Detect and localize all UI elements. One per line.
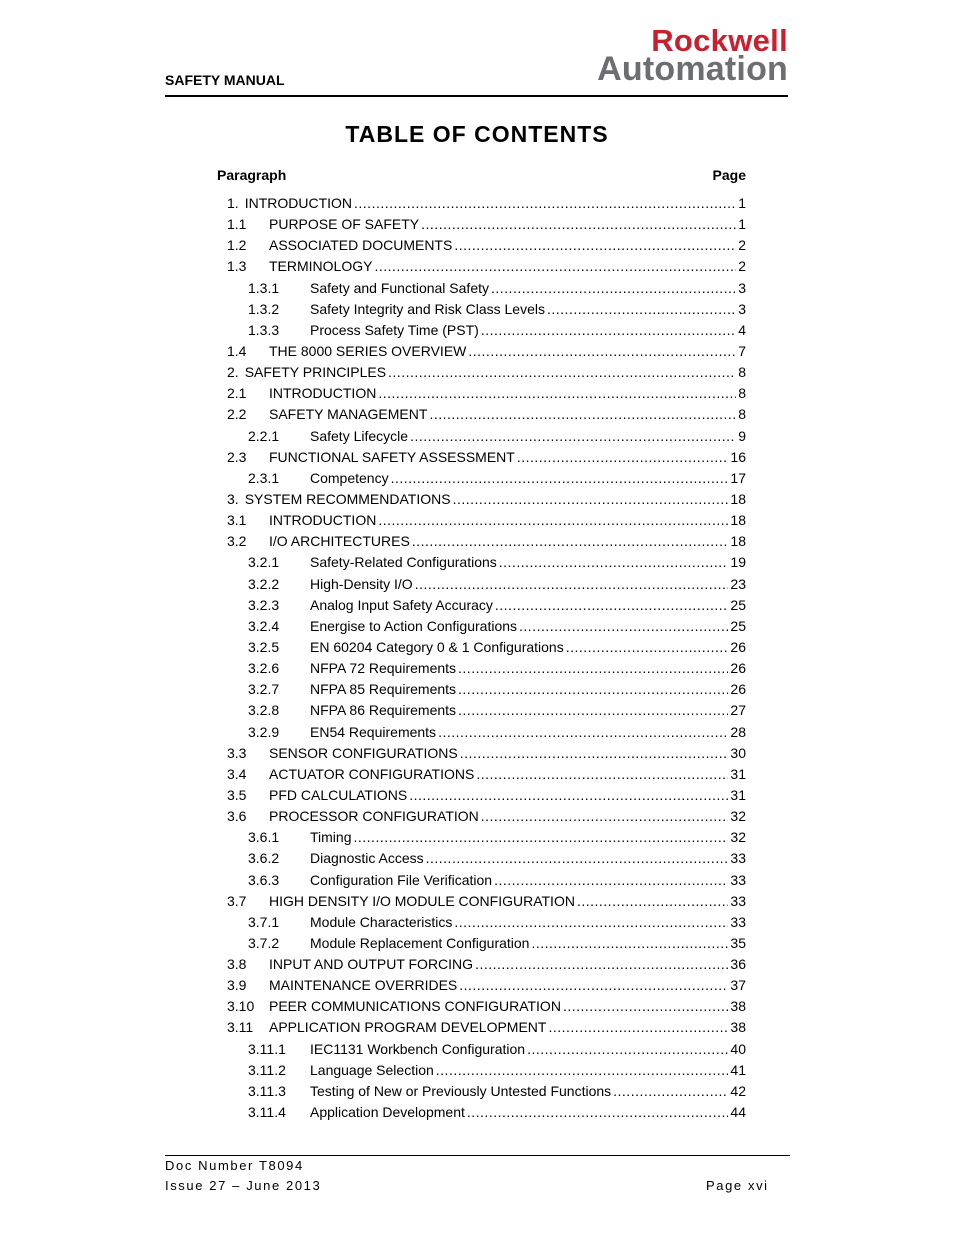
toc-entry-title: NFPA 85 Requirements [310,681,457,698]
toc-entry[interactable] [227,893,746,914]
toc-entry-page: 26 [730,638,746,655]
toc-entry-number: 3.2.3 [248,596,280,613]
toc-entry-number: 3.5 [227,786,247,803]
toc-dot-leader [378,385,736,401]
toc-entry[interactable] [227,745,746,766]
toc-dot-leader [468,343,736,359]
toc-entry-title: APPLICATION PROGRAM DEVELOPMENT [269,1019,547,1036]
toc-entry[interactable] [227,935,746,956]
toc-dot-leader [519,618,728,634]
toc-entry-number: 3.11 [227,1019,254,1036]
toc-entry-title: IEC1131 Workbench Configuration [310,1040,526,1057]
toc-entry-page: 18 [730,512,746,529]
toc-entry-page: 2 [738,237,746,254]
toc-entry-number: 1.1 [227,216,247,233]
toc-entry-title: Safety Integrity and Risk Class Levels [310,300,545,317]
toc-entry-page: 25 [730,596,746,613]
toc-entry-title: Application Development [310,1104,465,1121]
toc-entry-title: NFPA 72 Requirements [310,660,457,677]
toc-dot-leader [426,850,729,866]
toc-entry-number: 3.2.1 [248,554,280,571]
toc-entry[interactable] [227,956,746,977]
toc-entry-title: HIGH DENSITY I/O MODULE CONFIGURATION [269,892,575,909]
toc-entry-number: 2.2.1 [248,427,280,444]
toc-entry-title: SAFETY MANAGEMENT [269,406,428,423]
toc-entry-number: 3.2.2 [248,575,280,592]
toc-entry-page: 35 [730,934,746,951]
toc-entry-title: INTRODUCTION [269,385,377,402]
toc-entry-title: Timing [310,829,352,846]
toc-entry-title: MAINTENANCE OVERRIDES [269,977,458,994]
toc-entry-page: 33 [730,913,746,930]
toc-entry-title: PEER COMMUNICATIONS CONFIGURATION [269,998,561,1015]
toc-entry-page: 7 [738,342,746,359]
toc-entry-page: 33 [730,871,746,888]
footer-issue: Issue 27 – June 2013 [165,1178,322,1193]
footer-page-number: Page xvi [706,1178,769,1193]
toc-dot-leader [374,258,736,274]
toc-entry[interactable] [227,576,746,597]
toc-entry-page: 36 [730,956,746,973]
toc-dot-leader [548,1019,728,1035]
toc-entry-title: PURPOSE OF SAFETY [269,216,420,233]
toc-entry-number: 3.7.1 [248,913,280,930]
toc-entry-title: PFD CALCULATIONS [269,786,408,803]
toc-entry-page: 42 [730,1082,746,1099]
toc-dot-leader [475,956,728,972]
footer-doc-number: Doc Number T8094 [165,1158,304,1173]
toc-entry-number: 3.2.8 [248,702,280,719]
toc-entry-page: 32 [730,829,746,846]
toc-entry[interactable] [227,533,746,554]
toc-dot-leader [388,364,736,380]
toc-entry-page: 32 [730,808,746,825]
toc-entry-title: Analog Input Safety Accuracy [310,596,493,613]
toc-entry-title: ACTUATOR CONFIGURATIONS [269,765,475,782]
toc-dot-leader [495,597,729,613]
toc-entry-page: 8 [738,385,746,402]
toc-entry[interactable] [227,1041,746,1062]
toc-entry-number: 3.2.9 [248,723,280,740]
toc-entry-number: 3.1 [227,512,247,529]
toc-dot-leader [453,491,729,507]
toc-dot-leader [378,512,728,528]
toc-entry[interactable] [227,428,746,449]
toc-dot-leader [527,1041,728,1057]
toc-entry[interactable] [227,850,746,871]
toc-entry-page: 37 [730,977,746,994]
toc-entry-title: Energise to Action Configurations [310,617,518,634]
header-divider [165,95,788,97]
toc-entry-title: THE 8000 SERIES OVERVIEW [269,342,467,359]
toc-dot-leader [517,449,729,465]
toc-entry-page: 28 [730,723,746,740]
toc-entry-number: 3.2.6 [248,660,280,677]
toc-entry-number: 1.3 [227,258,247,275]
toc-entry-page: 9 [738,427,746,444]
toc-entry-number: 3.7 [227,892,247,909]
toc-entry-title: Competency [310,469,389,486]
toc-dot-leader [391,470,729,486]
toc-entry[interactable] [227,1083,746,1104]
toc-entry[interactable] [227,491,746,512]
toc-entry-page: 26 [730,681,746,698]
toc-entry-number: 3.11.1 [248,1040,286,1057]
toc-entry[interactable] [227,998,746,1019]
toc-entry[interactable] [227,322,746,343]
toc-entry[interactable] [227,872,746,893]
toc-entry[interactable] [227,554,746,575]
toc-entry-page: 8 [738,364,746,381]
toc-dot-leader [491,280,736,296]
toc-dot-leader [566,639,729,655]
toc-dot-leader [354,195,736,211]
toc-entry-title: Safety Lifecycle [310,427,409,444]
toc-entry-title: Diagnostic Access [310,850,424,867]
toc-entry-number: 3.3 [227,744,247,761]
toc-entry-page: 40 [730,1040,746,1057]
toc-entry[interactable] [227,258,746,279]
toc-entry-title: EN 60204 Category 0 & 1 Configurations [310,638,564,655]
toc-entry-title: Configuration File Verification [310,871,493,888]
toc-entry-number: 1. [227,195,239,211]
toc-entry-number: 3.11.2 [248,1061,286,1078]
toc-entry-title: SENSOR CONFIGURATIONS [269,744,458,761]
header-doc-title: SAFETY MANUAL [165,72,285,88]
toc-entry-title: SAFETY PRINCIPLES [244,364,387,381]
toc-entry-number: 2.3 [227,448,247,465]
toc-dot-leader [458,681,728,697]
toc-entry-page: 31 [730,786,746,803]
toc-entry[interactable] [227,597,746,618]
toc-entry-title: INTRODUCTION [269,512,377,529]
toc-entry-number: 2. [227,364,239,381]
toc-dot-leader [429,406,736,422]
toc-entry-title: INPUT AND OUTPUT FORCING [269,956,474,973]
toc-entry-page: 31 [730,765,746,782]
logo-line-automation: Automation [597,50,788,88]
toc-entry-title: I/O ARCHITECTURES [269,533,410,550]
toc-entry[interactable] [227,766,746,787]
toc-entry-page: 33 [730,850,746,867]
logo-line-rockwell: Rockwell [651,23,788,58]
toc-entry-number: 3. [227,490,239,507]
toc-entry-page: 30 [730,744,746,761]
toc-entry-page: 38 [730,1019,746,1036]
toc-entry-number: 1.3.3 [248,321,280,338]
toc-entry-number: 2.1 [227,385,247,402]
toc-entry-title: ASSOCIATED DOCUMENTS [269,237,453,254]
toc-entry-number: 2.3.1 [248,469,280,486]
toc-entry-number: 3.11.4 [248,1104,286,1121]
toc-dot-leader [421,216,736,232]
toc-entry-number: 3.8 [227,956,247,973]
toc-entry-number: 3.9 [227,977,247,994]
toc-entry[interactable] [227,1104,746,1125]
rockwell-automation-logo [556,24,788,86]
toc-dot-leader [436,1062,729,1078]
toc-dot-leader [563,998,728,1014]
toc-dot-leader [459,977,728,993]
toc-dot-leader [499,554,729,570]
toc-entry-number: 3.7.2 [248,934,280,951]
toc-entry[interactable] [227,406,746,427]
toc-entry-title: Testing of New or Previously Untested Functions [310,1082,612,1099]
toc-dot-leader [613,1083,728,1099]
footer-divider [165,1155,790,1156]
toc-dot-leader [454,914,728,930]
toc-entry-title: PROCESSOR CONFIGURATION [269,808,479,825]
toc-entry-page: 4 [738,321,746,338]
toc-entry[interactable] [227,808,746,829]
toc-entry[interactable] [227,301,746,322]
toc-entry-page: 17 [730,469,746,486]
toc-dot-leader [410,428,736,444]
toc-entry-number: 1.2 [227,237,247,254]
toc-dot-leader [494,872,728,888]
toc-entry-title: TERMINOLOGY [269,258,373,275]
toc-entry-title: FUNCTIONAL SAFETY ASSESSMENT [269,448,515,465]
toc-entry-number: 3.2 [227,533,247,550]
toc-entry-page: 18 [730,490,746,507]
toc-dot-leader [460,745,729,761]
toc-entry[interactable] [227,470,746,491]
toc-entry[interactable] [227,343,746,364]
toc-entry-page: 1 [738,216,746,233]
toc-entry[interactable] [227,1019,746,1040]
toc-entry[interactable] [227,977,746,998]
toc-dot-leader [415,576,729,592]
toc-entry-title: INTRODUCTION [244,195,353,211]
toc-entry[interactable] [227,449,746,470]
toc-entry-number: 2.2 [227,406,247,423]
toc-entry[interactable] [227,639,746,660]
toc-dot-leader [547,301,736,317]
toc-dot-leader [531,935,728,951]
toc-entry-number: 3.2.5 [248,638,280,655]
toc-entry[interactable] [227,280,746,301]
toc-entry-number: 3.2.7 [248,681,280,698]
toc-entry-title: EN54 Requirements [310,723,437,740]
toc-entry[interactable] [227,512,746,533]
toc-entry[interactable] [227,702,746,723]
toc-entry-title: Module Replacement Configuration [310,934,530,951]
toc-entry-number: 1.4 [227,342,247,359]
toc-entry[interactable] [227,681,746,702]
toc-dot-leader [481,808,729,824]
toc-entry-title: Process Safety Time (PST) [310,321,479,338]
toc-entry[interactable] [227,787,746,808]
toc-dot-leader [481,322,736,338]
toc-entry[interactable] [227,618,746,639]
toc-entry-page: 3 [738,279,746,296]
toc-entry[interactable] [227,1062,746,1083]
toc-entry[interactable] [227,195,746,216]
toc-entry-title: Language Selection [310,1061,434,1078]
toc-entry-title: SYSTEM RECOMMENDATIONS [244,490,451,507]
toc-entry-title: Safety and Functional Safety [310,279,489,296]
toc-dot-leader [476,766,728,782]
toc-entry-page: 8 [738,406,746,423]
toc-entry-title: NFPA 86 Requirements [310,702,457,719]
toc-entry[interactable] [227,237,746,258]
toc-entry-number: 3.6 [227,808,247,825]
toc-entry[interactable] [227,829,746,850]
toc-entry-number: 3.2.4 [248,617,280,634]
column-header-paragraph: Paragraph [217,167,287,183]
toc-entry-number: 3.10 [227,998,255,1015]
toc-entry-title: Safety-Related Configurations [310,554,497,571]
toc-entry-number: 3.6.3 [248,871,280,888]
toc-entry-page: 3 [738,300,746,317]
toc-dot-leader [438,724,728,740]
toc-entry[interactable] [227,385,746,406]
toc-entry-page: 23 [730,575,746,592]
column-header-page: Page [712,167,746,183]
toc-entry-page: 2 [738,258,746,275]
page-title: TABLE OF CONTENTS [345,121,609,147]
toc-entry-page: 1 [738,195,746,211]
toc-dot-leader [577,893,728,909]
toc-entry-number: 1.3.1 [248,279,280,296]
toc-entry[interactable] [227,914,746,935]
toc-entry-title: Module Characteristics [310,913,453,930]
toc-entry-number: 3.11.3 [248,1082,286,1099]
toc-entry-page: 25 [730,617,746,634]
toc-dot-leader [354,829,729,845]
toc-entry[interactable] [227,724,746,745]
toc-entry-number: 3.6.2 [248,850,280,867]
toc-entry-page: 18 [730,533,746,550]
toc-dot-leader [458,660,728,676]
toc-entry-number: 1.3.2 [248,300,280,317]
toc-dot-leader [412,533,729,549]
toc-entry-page: 27 [730,702,746,719]
toc-entry-title: High-Density I/O [310,575,413,592]
toc-dot-leader [454,237,736,253]
toc-entry-page: 41 [730,1061,746,1078]
toc-entry-page: 33 [730,892,746,909]
toc-dot-leader [467,1104,729,1120]
toc-entry-page: 19 [730,554,746,571]
toc-entry-page: 16 [730,448,746,465]
toc-entry-page: 44 [730,1104,746,1121]
toc-entry-number: 3.6.1 [248,829,280,846]
toc-entry-number: 3.4 [227,765,247,782]
toc-entry-page: 26 [730,660,746,677]
toc-entry[interactable] [227,364,746,385]
toc-entry[interactable] [227,216,746,237]
toc-dot-leader [409,787,728,803]
toc-entry-page: 38 [730,998,746,1015]
toc-list [227,195,746,1125]
toc-dot-leader [458,702,728,718]
toc-entry[interactable] [227,660,746,681]
